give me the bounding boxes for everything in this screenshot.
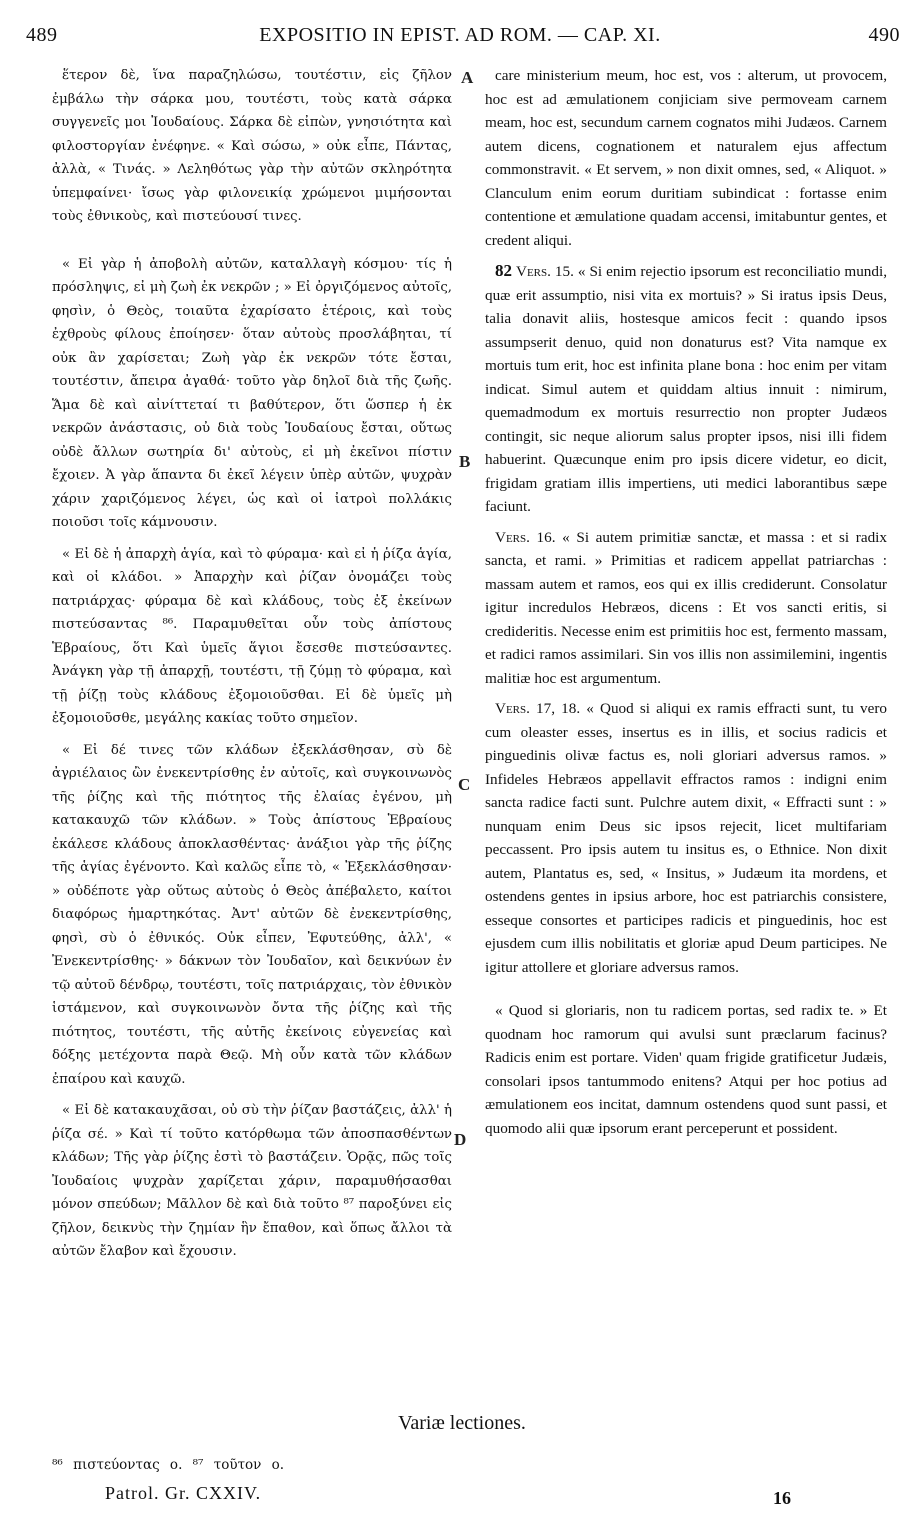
latin-paragraph-4 <box>485 697 887 979</box>
page-number-left: 489 <box>26 24 58 46</box>
verse-ref-15: Vers. 15. <box>515 263 574 280</box>
page-number-right: 490 <box>868 24 900 46</box>
column-marker-a: A <box>461 68 474 87</box>
latin-paragraph-3 <box>485 526 887 691</box>
running-title: EXPOSITIO IN EPIST. AD ROM. — CAP. XI. <box>259 24 661 46</box>
latin-paragraph-2 <box>485 259 887 519</box>
greek-column <box>52 64 452 1264</box>
variae-lectiones-heading: Variæ lectiones. <box>398 1412 526 1434</box>
verse-ref-16: Vers. 16. <box>495 528 556 546</box>
latin-paragraph-2-text: « Si enim rejectio ipsorum est reconciliatio mundi, quæ erit assumptio, nisi vita ex mortuis? » Si iratus ipsis Deus, talia donavit aliis, hostesque amicos fecit : quando ipsos assumpserit denuo, quid non donaturus est? Vita namque ex mortuis tum erit, hoc est infinita plane bona : hoc enim per vitam indicat. Simul autem et quiddam altius innuit : nimirum, quemadmodum ex mortuis resurrectio non propter Judæos contingit, sic neque aliorum salus propter ipsos, nisi illi fidem habuerint. Quæcunque enim pro ipsis dicere videtur, eo dicit, frigidam gratiam illis impertiens, uti medici laborantibus sæpe faciunt. <box>485 263 888 515</box>
column-marker-c: C <box>458 775 471 794</box>
column-marker-b: B <box>459 452 471 471</box>
greek-paragraph-5: « Εἰ δὲ κατακαυχᾶσαι, οὐ σὺ τὴν ῥίζαν βαστάζεις, ἀλλ' ἡ ῥίζα σέ. » Καὶ τί τοῦτο κατόρθωμα τῶν ἀποσπασθέντων κλάδων; Τῆς γὰρ ῥίζης ἐστὶ τὸ βαστάζειν. Ὁρᾷς, πῶς τοῖς Ἰουδαίοις ψυχρὰν χαρίζεται χάριν, παραμυθήσασθαι μόνον σπεύδων; Μᾶλλον δὲ καὶ διὰ τοῦτο ⁸⁷ παροξύνει εἰς ζῆλον, δεικνὺς τὴν ζημίαν ἣν ἔπαθον, καὶ ὅπως ἄλλοι τὰ αὐτῶν ἔλαβον καὶ ἔχουσιν. <box>52 1103 452 1259</box>
latin-paragraph-5: « Quod si gloriaris, non tu radicem portas, sed radix te. » Et quodnam hoc ramorum qui avulsi sunt præclarum facinus? Radicis enim est portare. Viden' quam frigide gratificetur Judæis, consolari ipsos tantummodo enitens? Atqui per hoc potius ad æmulationem eos incitat, damnum ostendens quod sunt passi, et quomodo alii quæ ipsorum erant perceperunt et possident. <box>485 1002 887 1137</box>
latin-column <box>485 64 887 1140</box>
patrologia-signature: Patrol. Gr. CXXIV. <box>105 1483 262 1503</box>
latin-paragraph-1: care ministerium meum, hoc est, vos : alterum, ut provocem, hoc est ad æmulationem conjiciam sive permoveam carnem meam, hoc est, secundum carnem cognatos mihi Judæos. Carnem autem dicens, cognationem et naturalem ejus affectum commonstravit. « Et servem, » non dixit omnes, sed, « Aliquot. » Clanculum enim eorum duritiam subindicat : fortasse enim contentione et æmulatione quadam accensi, imitabuntur gentes, et credent aliqui. <box>485 67 887 249</box>
latin-paragraph-3-text: « Si autem primitiæ sanctæ, et massa : et si radix sancta, et rami. » Primitias et radicem appellat patriarchas : massam autem et ramos, eos qui ex illis crediderunt. Consolatur igitur incredulos Hebræos, dicens : Et vos sancti eritis, si credideritis. Necesse enim est primitiis hoc est, fermento massam, et radici ramos assimilari. Sin vos illis non assimilemini, ingentis malitiæ hoc est argumentum. <box>485 528 887 687</box>
greek-paragraph-2: « Εἰ γὰρ ἡ ἀποβολὴ αὐτῶν, καταλλαγὴ κόσμου· τίς ἡ πρόσληψις, εἰ μὴ ζωὴ ἐκ νεκρῶν ; » Εἰ ὀργιζόμενος αὐτοῖς, φησὶν, ὁ Θεὸς, τοιαῦτα ἐχαρίσατο ἑτέροις, καὶ τοὺς ἐχθροὺς φίλους ἐποίησεν· ὅταν αὐτοὺς προσλάβηται, τί οὐκ ἂν χαρίσεται; Ζωὴ γὰρ ἐκ νεκρῶν τότε ἔσται, τουτέστιν, ἄπειρα ἀγαθά· τοῦτο γὰρ δηλοῖ διὰ τῆς ζωῆς. Ἅμα δὲ καὶ αἰνίττεταί τι βαθύτερον, ὅτι ὥσπερ ἡ ἐκ νεκρῶν ἀνάστασις, οὐ διὰ τοὺς Ἰουδαίους ἔσται, οὕτως οὐδὲ ἄλλων σωτηρία δι' αὐτοὺς, εἰ μὴ ἐκεῖνοι πίστιν ἔχοιεν. Ἀ γὰρ ἅπαντα δι ἐκεῖ λέγειν ὑπὲρ αὐτῶν, ψυχρὰν χάριν χαριζόμενος λέγει, ὡς καὶ οἱ ἰατροὶ πολλάκις ποιοῦσι τοῖς κάμνουσιν. <box>52 256 452 530</box>
latin-paragraph-4-text: « Quod si aliqui ex ramis effracti sunt, tu vero cum oleaster esses, insertus es in illis, et socius radicis et pinguedinis olivæ factus es, noli gloriari adversus ramos. » Infideles Hebræos appellavit effractos ramos : indigni enim sancta radice facti sunt. Pulchre autem dixit, « Effracti sunt : » nunquam enim Deus sic ipsos rejecit, licet multifariam peccassent. Pro ipsis autem tu insitus es, o Ethnice. Non dixit autem, Plantatus es, sed, « Insitus, » Judæum ita mordens, et ostendens gentes in ipsius arbore, hoc est patriarchis consistere, esseque consortes et participes radicis et pinguedinis, hoc est ejusdem cum illis nobilitatis et gloriæ apud Deum participes. Ne igitur attollere et gloriare adversus ramos. <box>485 700 887 976</box>
running-header <box>20 10 900 46</box>
greek-paragraph-1: ἕτερον δὲ, ἵνα παραζηλώσω, τουτέστιν, εἰς ζῆλον ἐμβάλω τὴν σάρκα μου, τουτέστι, τοὺς κατὰ σάρκα συγγενεῖς μοι Ἰουδαίους. Σάρκα δὲ εἰπὼν, γνησιότητα καὶ φιλοστοργίαν ἐνέφηνε. « Καὶ σώσω, » οὐκ εἶπε, Πάντας, ἀλλὰ, « Τινάς. » Λεληθότως γὰρ τὴν αὐτῶν σκληρότητα ὑπεμφαίνει· ἴσως γὰρ φιλονεικίᾳ χρώμενοι μιμήσονται τοὺς ἐθνικοὺς, καὶ πιστεύουσί τινες. <box>52 68 452 224</box>
section-number: 82 <box>495 261 512 280</box>
variant-notes: ⁸⁶ πιστεύοντας ο. ⁸⁷ τοῦτον ο. <box>52 1457 285 1473</box>
column-marker-d: D <box>454 1130 467 1149</box>
verse-ref-17-18: Vers. 17, 18. <box>495 700 581 717</box>
greek-paragraph-3: « Εἰ δὲ ἡ ἀπαρχὴ ἁγία, καὶ τὸ φύραμα· καὶ εἰ ἡ ῥίζα ἁγία, καὶ οἱ κλάδοι. » Ἀπαρχὴν καὶ ῥίζαν ὀνομάζει τοὺς πατριάρχας· φύραμα δὲ καὶ κλάδους, τοὺς ἐξ ἐκείνων πιστεύσαντας ⁸⁶. Παραμυθεῖται οὖν τοὺς ἀπίστους Ἑβραίους, ὅτι Καὶ ὑμεῖς ἅγιοι ἔσεσθε πιστεύσαντες. Ἀνάγκη γὰρ τῇ ἀπαρχῇ, τουτέστι, τῇ ζύμῃ τὸ φύραμα, καὶ τῇ ῥίζῃ τοὺς κλάδους ἐξομοιοῦσθαι. Εἰ δὲ ὑμεῖς μὴ ἐξομοιοῦσθε, μεγάλης κακίας τοῦτο σημεῖον. <box>52 546 452 726</box>
greek-paragraph-4: « Εἰ δέ τινες τῶν κλάδων ἐξεκλάσθησαν, σὺ δὲ ἀγριέλαιος ὢν ἐνεκεντρίσθης ἐν αὐτοῖς, καὶ συγκοινωνὸς τῆς ῥίζης καὶ τῆς πιότητος τῆς ἐλαίας ἐγένου, μὴ κατακαυχῶ τῶν κλάδων. » Τοὺς ἀπίστους Ἑβραίους ἐκάλεσε κλάδους ἀποκλασθέντας· ἀνάξιοι γὰρ τῆς ῥίζης τῆς ἁγίας ἐγένοντο. Καὶ καλῶς εἶπε τὸ, « Ἐξεκλάσθησαν· » οὐδέποτε γὰρ οὕτως αὐτοὺς ὁ Θεὸς ἀπέβαλετο, καίτοι διαφόρως ἡμαρτηκότας. Ἀντ' αὐτῶν δὲ ἐνεκεντρίσθης, φησὶ, σὺ ὁ ἐθνικός. Οὐκ εἶπεν, Ἐφυτεύθης, ἀλλ', « Ἐνεκεντρίσθης· » δάκνων τὸν Ἰουδαῖον, καὶ δεικνύων ἐν τῷ αὐτοῦ δένδρῳ, τουτέστι, τοῖς πατριάρχαις, τὸν ἐθνικὸν ἱστάμενον, καὶ συγκοινωνὸν ὄντα τῆς ῥίζης καὶ τῆς πιότητος, τουτέστι, τῆς αὐτῆς ἐκείνοις εὐγενείας καὶ δόξης μετέχοντα παρὰ Θεῷ. Μὴ οὖν κατὰ τῶν κλάδων ἐπαίρου καὶ καυχῶ. <box>52 742 452 1087</box>
gathering-signature: 16 <box>773 1488 791 1508</box>
